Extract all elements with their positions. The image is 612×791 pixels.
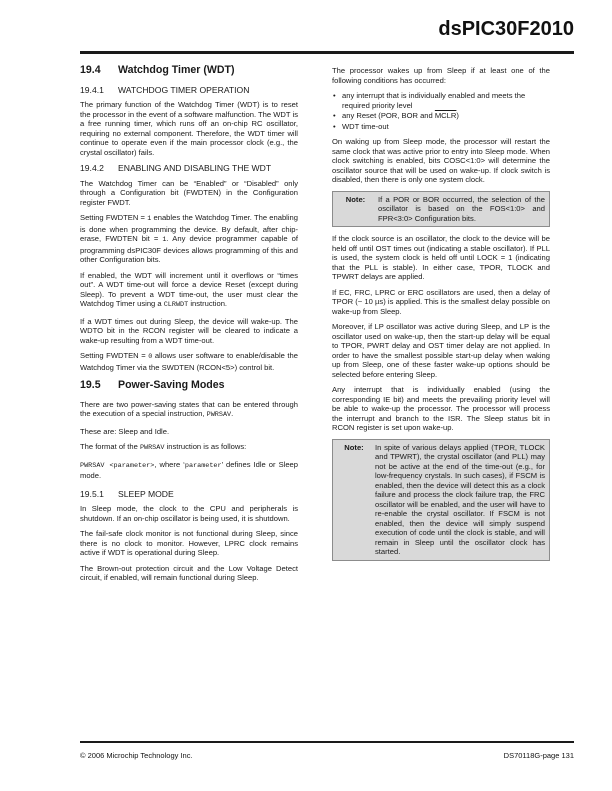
paragraph: The Watchdog Timer can be “Enabled” or “Disabled” only through a Configuration bit (FWDTEN) in the Configuration register FWDT. <box>80 178 298 207</box>
text-run: instruction is as follows: <box>164 442 247 451</box>
section-number: 19.4 <box>80 64 101 76</box>
section-number: 19.5 <box>80 379 101 391</box>
section-heading-19-5 <box>80 381 298 391</box>
page-header-title: dsPIC30F2010 <box>438 18 574 40</box>
page-number: DS70118G-page 131 <box>503 751 574 760</box>
text-run: ) <box>456 111 459 120</box>
text-run: MCLR <box>434 111 457 120</box>
note-label: Note: <box>345 194 366 204</box>
section-heading-19-4 <box>80 66 298 76</box>
paragraph: In Sleep mode, the clock to the CPU and peripherals is shutdown. If an on-chip oscillator is being used, it is shutdown. <box>80 504 298 523</box>
paragraph: Any interrupt that is individually enabled (using the corresponding IE bit) and meets the prevailing priority level will be able to wake-up the processor. The processor will process the interrupt and branch to the ISR. The Sleep status bit in RCON register is set upon wake-up. <box>332 385 550 432</box>
paragraph: Moreover, if LP oscillator was active during Sleep, and LP is the oscillator used on wake-up, then the start-up delay will be equal to TPOR, PWRT delay and OST timer delay are not applied. In order to have the smallest possible start-up delay when waking up from Sleep, one of these faster wake-up options should be selected before entering Sleep. <box>332 322 550 379</box>
paragraph: The primary function of the Watchdog Timer (WDT) is to reset the processor in the event of a software malfunction. The WDT is a free running timer, which runs off an on-chip RC oscillator, requiring no external component. Therefore, the WDT timer will continue to operate even if the main processor clock (e.g., the crystal oscillator) fails. <box>80 100 298 157</box>
right-column <box>332 66 550 568</box>
code-run: 1 <box>162 236 167 244</box>
left-column <box>80 66 298 589</box>
copyright-text: © 2006 Microchip Technology Inc. <box>80 751 193 760</box>
paragraph <box>80 460 298 481</box>
list-item: • any interrupt that is individually enabled and meets the required priority level <box>332 91 550 110</box>
code-run: PWRSAV <box>139 444 165 452</box>
subsection-title: WATCHDOG TIMER OPERATION <box>118 84 250 95</box>
paragraph <box>80 442 298 454</box>
paragraph: If EC, FRC, LPRC or ERC oscillators are used, then a delay of TPOR (~ 10 µs) is applied. This is the smallest delay possible on wake-up from Sleep. <box>332 287 550 316</box>
section-title: Power-Saving Modes <box>118 379 225 391</box>
text-run: , where ‘ <box>154 459 185 469</box>
paragraph: The fail-safe clock monitor is not functional during Sleep, since there is no clock to monitor. However, LPRC clock remains active if WDT is operational during Sleep. <box>80 529 298 557</box>
note-label: Note: <box>344 442 364 452</box>
section-title: Watchdog Timer (WDT) <box>118 64 235 76</box>
text-run: If enabled, the WDT will increment until it overflows or “times out”. A WDT time-out will force a device Reset (except during Sleep). To prevent a WDT time-out, the user must clear the Watchdog Timer using a <box>80 270 298 308</box>
paragraph: These are: Sleep and Idle. <box>80 426 170 436</box>
code-run: parameter <box>184 461 222 470</box>
footer-rule <box>80 741 574 743</box>
text-run: The format of the <box>80 442 140 451</box>
list-item <box>332 111 550 121</box>
subsection-heading-19-4-1 <box>80 85 298 96</box>
subsection-heading-19-4-2 <box>80 163 298 174</box>
text-run: Setting FWDTEN = <box>80 213 148 222</box>
paragraph: The processor wakes up from Sleep if at least one of the following conditions has occurred: <box>332 66 550 85</box>
code-run: 1 <box>147 215 152 223</box>
text-run: . <box>231 409 234 418</box>
paragraph: On waking up from Sleep mode, the processor will restart the same clock that was active prior to entry into Sleep mode. When clock switching is enabled, bits COSC<1:0> will determine the oscillator source that will be used on wake-up. If clock switch is disabled, then there is only one system clock. <box>332 137 550 184</box>
subsection-number: 19.4.2 <box>80 163 104 173</box>
paragraph: The Brown-out protection circuit and the Low Voltage Detect circuit, if enabled, will remain functional during Sleep. <box>80 563 298 582</box>
text-run: any Reset (POR, BOR and <box>342 111 435 120</box>
text-run: allows user software to enable/disable the Watchdog Timer via the SWDTEN (RCON<5>) control bit. <box>80 351 298 372</box>
wake-conditions-list <box>332 91 550 131</box>
text-run: ’ defines Idle or Sleep mode. <box>80 459 299 480</box>
note-text: In spite of various delays applied (TPOR, TLOCK and TPWRT), the crystal oscillator (and PLL) may not be active at the end of the time-out (e.g., for low-frequency crystals. In such cases), if FSCM is enabled, then the device will detect this as a clock failure and process the clock failure trap, the FRC oscillator will be enabled, and the user will have to re-enable the crystal oscillator. If FSCM is not enabled, then the device will simply suspend execution of code until the clock is stable, and will remain in Sleep until the oscillator clock has started. <box>375 442 545 556</box>
paragraph <box>80 400 298 421</box>
subsection-title: ENABLING AND DISABLING THE WDT <box>118 163 272 173</box>
paragraph: If a WDT times out during Sleep, the device will wake-up. The WDTO bit in the RCON register will be cleared to indicate a wake-up resulting from a WDT time-out. <box>80 316 298 345</box>
text-run: There are two power-saving states that can be entered through the execution of a special instruction, <box>80 399 298 418</box>
subsection-number: 19.5.1 <box>80 488 104 499</box>
paragraph <box>80 271 298 311</box>
list-item: • WDT time-out <box>332 122 550 132</box>
note-box <box>332 439 550 561</box>
code-run: PWRSAV <parameter> <box>80 461 155 470</box>
paragraph <box>80 351 298 372</box>
subsection-title: SLEEP MODE <box>118 488 174 499</box>
paragraph <box>80 213 298 265</box>
subsection-number: 19.4.1 <box>80 84 104 95</box>
code-run: PWRSAV <box>206 411 232 419</box>
text-run: Setting FWDTEN = <box>80 351 149 360</box>
code-run: 0 <box>148 353 153 361</box>
paragraph: If the clock source is an oscillator, the clock to the device will be held off until OST times out (indicating a stable oscillator). If PLL is used, the system clock is held off until LOCK = 1 (indicating that the PLL is stable). In either case, TPOR, TLOCK and TPWRT delays are applied. <box>332 234 550 281</box>
text-run: enables the Watchdog Timer. The enabling is done when programming the device. By default, after chip-erase, FWDTEN bit = <box>80 213 298 243</box>
code-run: CLRWDT <box>163 301 189 309</box>
note-text: If a POR or BOR occurred, the selection of the oscillator is based on the FOS<1:0> and FPR<3:0> Configuration bits. <box>378 194 545 223</box>
text-run: . Any device programmer capable of programming dsPIC30F devices allows programming of this and other Configuration bits. <box>80 234 298 264</box>
text-run: instruction. <box>188 299 228 308</box>
subsection-heading-19-5-1 <box>80 489 298 500</box>
header-rule <box>80 51 574 54</box>
note-box <box>332 191 550 228</box>
